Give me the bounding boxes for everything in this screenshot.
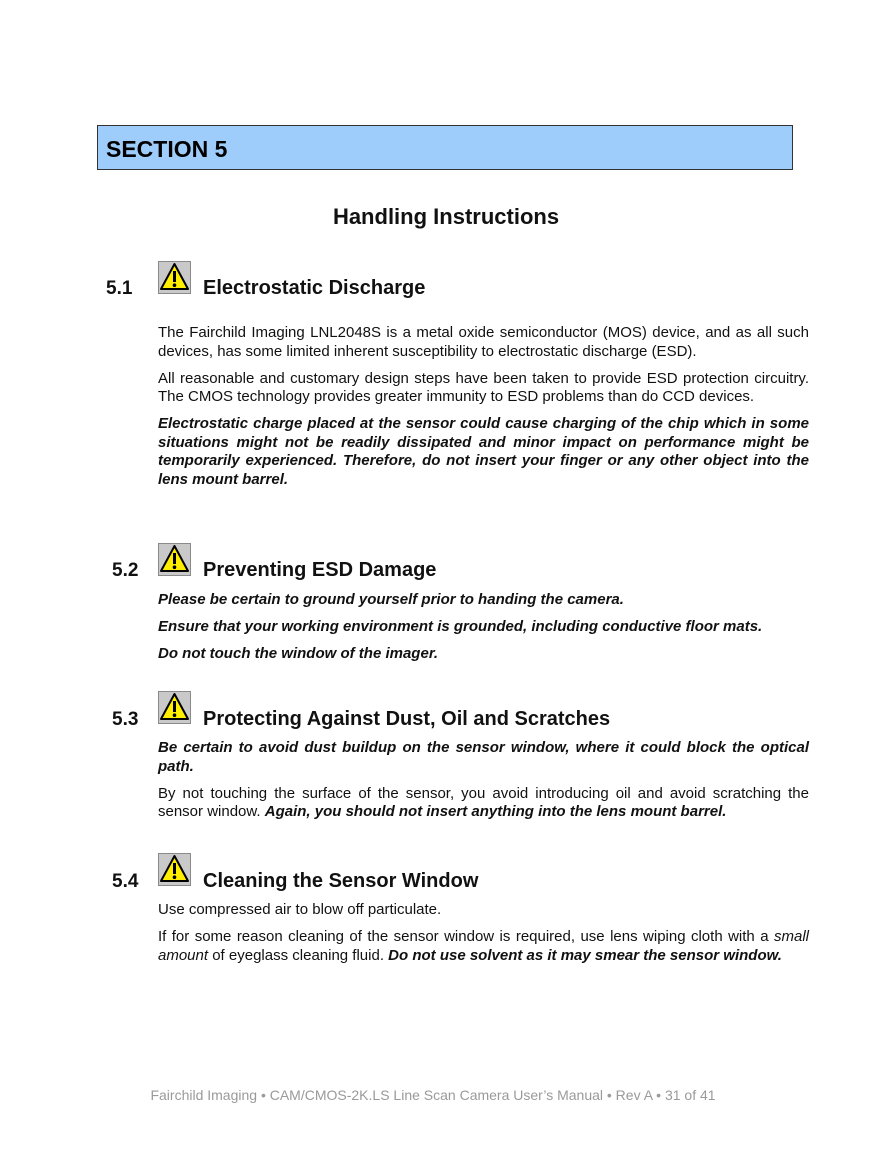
section-body-5-2 <box>158 591 809 672</box>
paragraph-warning: Please be certain to ground yourself prior to handing the camera. <box>158 591 624 608</box>
paragraph-warning: Ensure that your working environment is grounded, including conductive floor mats. <box>158 618 763 635</box>
page-title: Handling Instructions <box>332 204 560 229</box>
paragraph-text: If for some reason cleaning of the sensor window is required, use lens wiping cloth with a <box>158 928 769 945</box>
page-footer: Fairchild Imaging • CAM/CMOS-2K.LS Line Scan Camera User’s Manual • Rev A • 31 of 41 <box>150 1087 716 1103</box>
section-title-5-2: Preventing ESD Damage <box>203 559 437 581</box>
paragraph-warning: Be certain to avoid dust buildup on the sensor window, where it could block the optical path. <box>158 739 809 775</box>
paragraph <box>158 785 809 822</box>
section-number-5-4: 5.4 <box>112 871 139 892</box>
warning-icon <box>158 543 191 576</box>
warning-icon <box>158 691 191 724</box>
paragraph-warning: Electrostatic charge placed at the sensor could cause charging of the chip which in some situations might not be readily dissipated and minor impact on performance might be temporarily experienced. Therefore, do not insert your finger or any other object into the lens mount barrel. <box>158 415 809 488</box>
paragraph <box>158 928 809 965</box>
section-title-5-3: Protecting Against Dust, Oil and Scratches <box>203 708 611 730</box>
section-title-5-4: Cleaning the Sensor Window <box>203 870 479 892</box>
section-body-5-3 <box>158 739 809 830</box>
section-banner-label: SECTION 5 <box>106 136 228 162</box>
warning-icon <box>158 261 191 294</box>
section-number-5-1: 5.1 <box>106 278 133 299</box>
paragraph-emphasis: Again, you should not insert anything into the lens mount barrel. <box>264 803 727 820</box>
section-number-5-3: 5.3 <box>112 709 139 730</box>
paragraph-italic: small amount <box>158 928 809 964</box>
section-body-5-4 <box>158 901 809 974</box>
paragraph-text: of eyeglass cleaning fluid. <box>212 946 384 964</box>
paragraph-emphasis: Do not use solvent as it may smear the sensor window. <box>388 946 782 964</box>
paragraph-text: By not touching the surface of the sensor, you avoid introducing oil and avoid scratching the sensor window. <box>158 784 809 820</box>
paragraph: Use compressed air to blow off particulate. <box>158 901 442 918</box>
section-number-5-2: 5.2 <box>112 560 139 581</box>
section-banner <box>97 125 793 170</box>
paragraph: All reasonable and customary design steps have been taken to provide ESD protection circuitry. The CMOS technology provides greater immunity to ESD problems than do CCD devices. <box>158 369 809 405</box>
warning-icon <box>158 853 191 886</box>
section-body-5-1 <box>158 324 809 498</box>
paragraph: The Fairchild Imaging LNL2048S is a metal oxide semiconductor (MOS) device, and as all such devices, has some limited inherent susceptibility to electrostatic discharge (ESD). <box>158 324 809 360</box>
paragraph-warning: Do not touch the window of the imager. <box>158 645 438 662</box>
section-title-5-1: Electrostatic Discharge <box>203 277 426 299</box>
